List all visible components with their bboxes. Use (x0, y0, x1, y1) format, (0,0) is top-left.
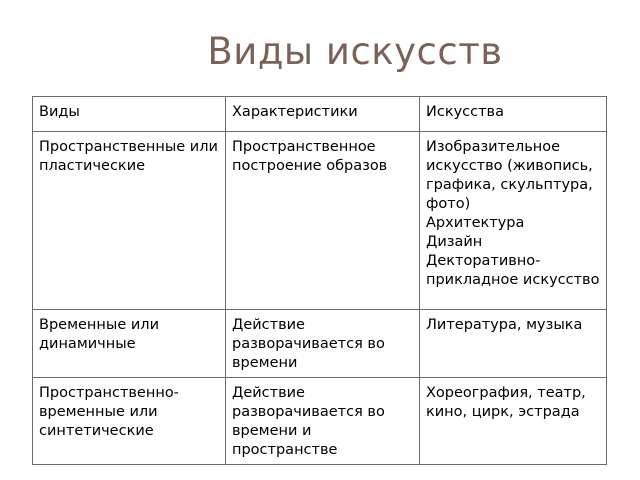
slide-title: Виды искусств (207, 30, 503, 73)
arts-table (32, 96, 607, 465)
table-row (33, 132, 607, 310)
header-cell-arts: Искусства (420, 97, 607, 132)
arts-cell: Литература, музыка (420, 310, 607, 378)
table-row (33, 378, 607, 465)
kind-cell: Пространственно-временные или синтетические (33, 378, 226, 465)
arts-cell: Изобразительное искусство (живопись, графика, скульптура, фото) Архитектура Дизайн Декторативно-прикладное искусство (420, 132, 607, 310)
characteristic-cell: Пространственное построение образов (226, 132, 420, 310)
header-cell-characteristics: Характеристики (226, 97, 420, 132)
arts-cell: Хореография, театр, кино, цирк, эстрада (420, 378, 607, 465)
kind-cell: Пространственные или пластические (33, 132, 226, 310)
characteristic-cell: Действие разворачивается во времени (226, 310, 420, 378)
characteristic-cell: Действие разворачивается во времени и пространстве (226, 378, 420, 465)
kind-cell: Временные или динамичные (33, 310, 226, 378)
table-row (33, 310, 607, 378)
header-cell-kinds: Виды (33, 97, 226, 132)
table-header-row (33, 97, 607, 132)
